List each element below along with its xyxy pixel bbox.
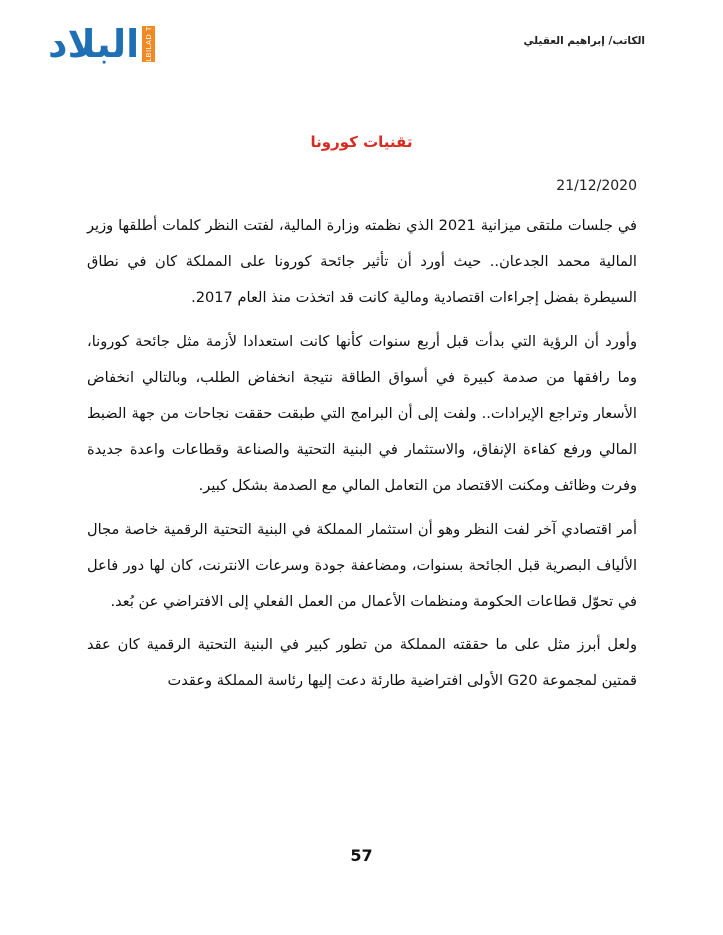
author-line: الكاتب/ إبراهيم العقيلي bbox=[523, 35, 645, 47]
article-date: 21/12/2020 bbox=[556, 178, 637, 194]
article-body bbox=[87, 208, 637, 707]
albilad-logo bbox=[48, 20, 178, 68]
logo-tv-tag bbox=[142, 20, 155, 68]
logo-tag-text: ALBILAD TV bbox=[144, 20, 153, 68]
paragraph: ولعل أبرز مثل على ما حققته المملكة من تطور كبير في البنية التحتية الرقمية كان عقد قمتين لمجموعة G20 الأولى افتراضية طارئة دعت إليها رئاسة المملكة وعقدت bbox=[87, 636, 637, 690]
paragraph: وأورد أن الرؤية التي بدأت قبل أربع سنوات كأنها كانت استعدادا لأزمة مثل جائحة كورونا، وما رافقها من صدمة كبيرة في أسواق الطاقة نتيجة انخفاض الطلب، وبالتالي انخفاض الأسعار وتراجع الإيرادات.. ولفت إلى أن البرامج التي طبقت حققت نجاحات من جهة الضبط المالي ورفع كفاءة الإنفاق، والاستثمار في البنية التحتية والصناعة وقطاعات واعدة جديدة وفرت وظائف ومكنت الاقتصاد من التعامل المالي مع الصدمة بشكل كبير. bbox=[87, 332, 637, 495]
paragraph: أمر اقتصادي آخر لفت النظر وهو أن استثمار المملكة في البنية التحتية الرقمية خاصة مجال الألياف البصرية قبل الجائحة بسنوات، ومضاعفة جودة وسرعات الانترنت، كان لها دور فاعل في تحوّل قطاعات الحكومة ومنظمات الأعمال من العمل الفعلي إلى الافتراضي عن بُعد. bbox=[87, 520, 637, 611]
article-title: تقنيات كورونا bbox=[310, 133, 413, 151]
paragraph: في جلسات ملتقى ميزانية 2021 الذي نظمته وزارة المالية، لفتت النظر كلمات أطلقها وزير المالية محمد الجدعان.. حيث أورد أن تأثير جائحة كورونا على المملكة كان في نطاق السيطرة بفضل إجراءات اقتصادية ومالية كانت قد اتخذت منذ العام 2017. bbox=[87, 217, 638, 307]
logo-wordmark: البلاد bbox=[48, 22, 140, 66]
page-number: 57 bbox=[350, 846, 373, 865]
